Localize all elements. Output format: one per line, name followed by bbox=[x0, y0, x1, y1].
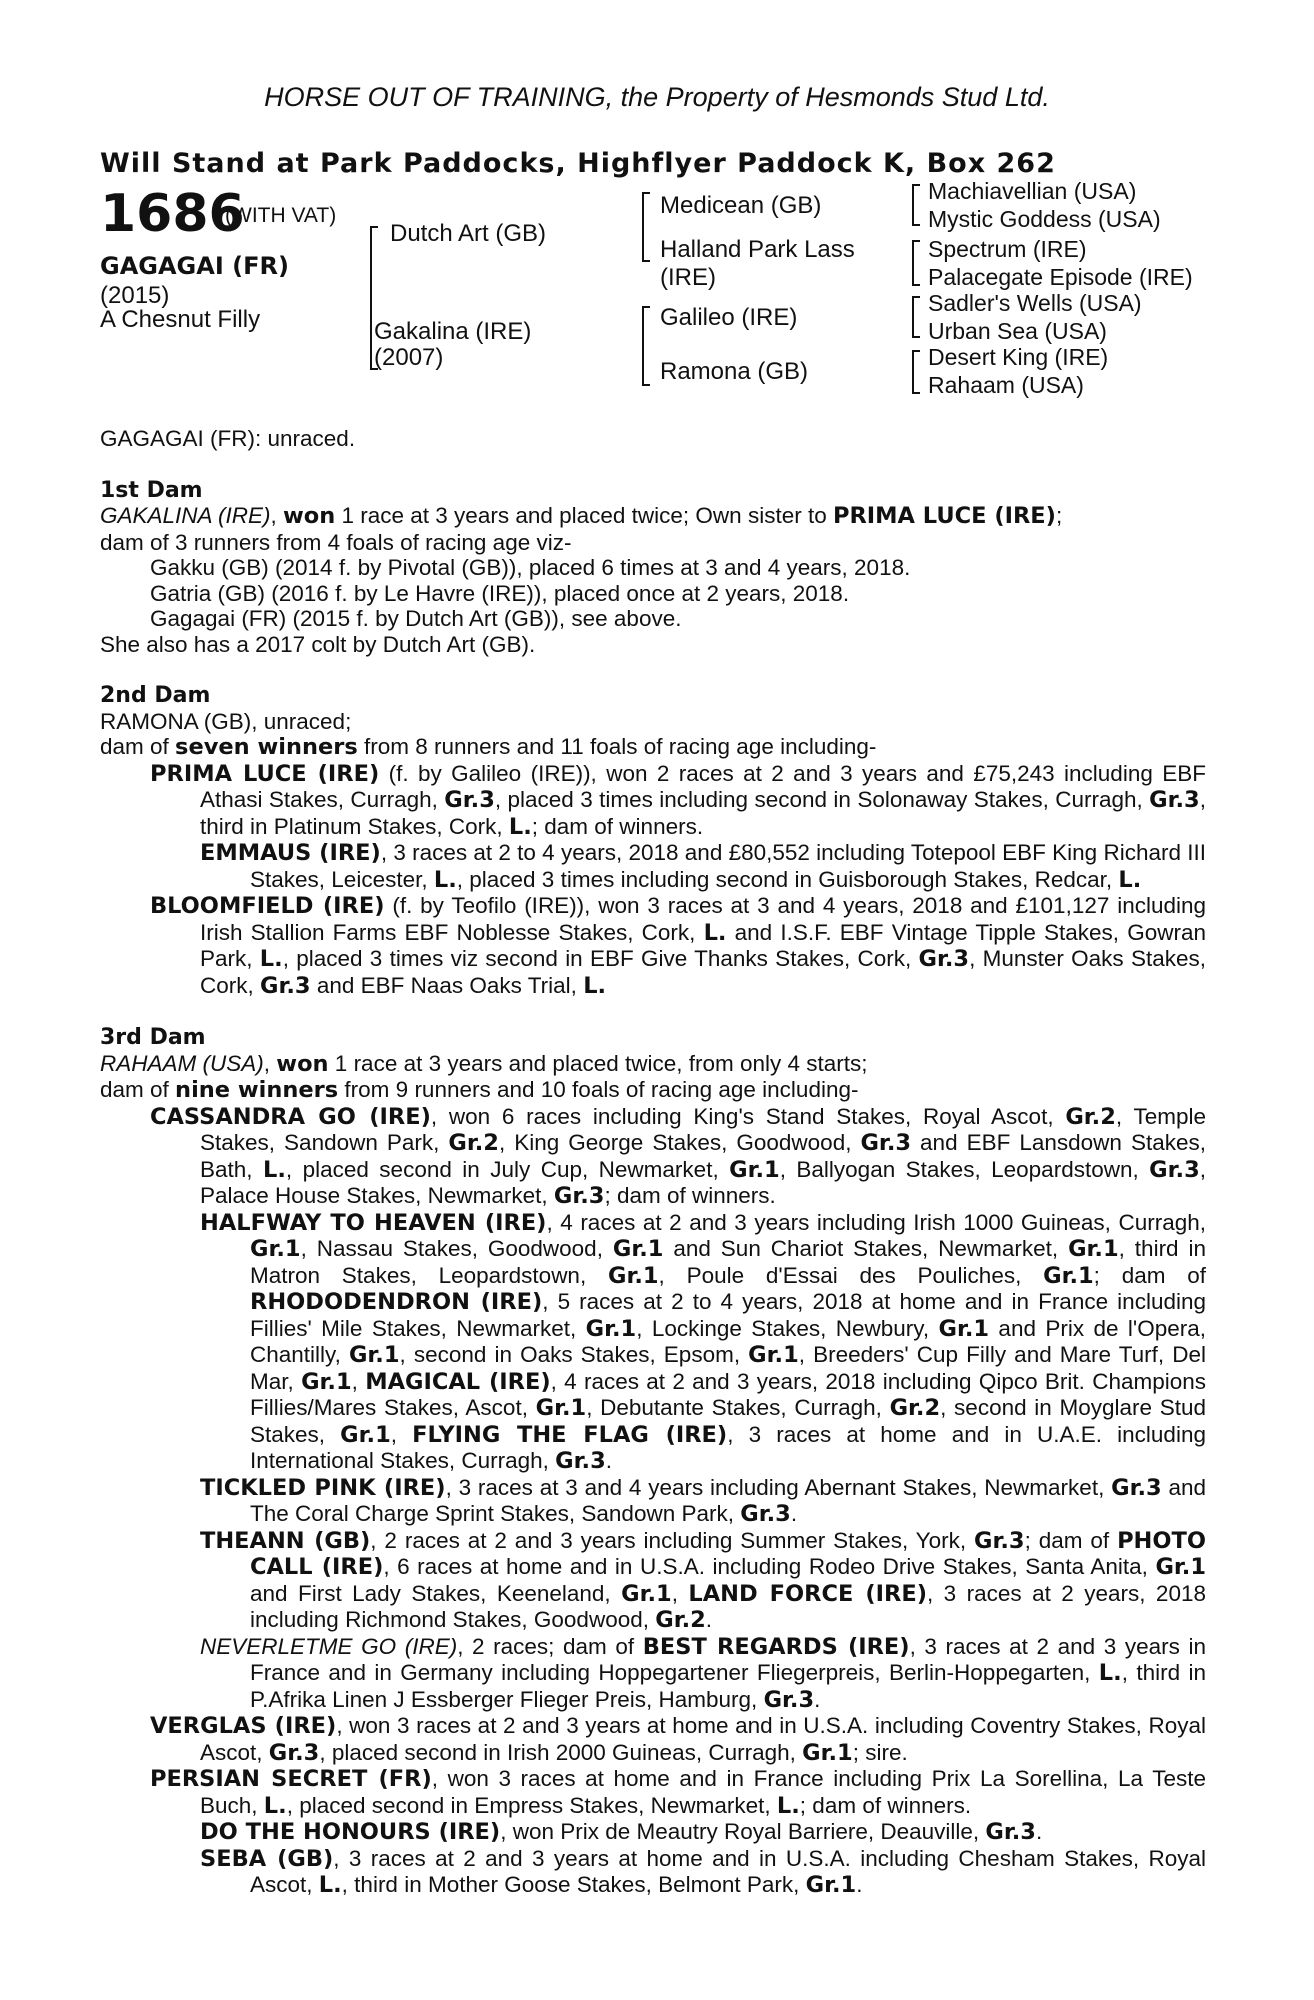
vat-note: (WITH VAT) bbox=[225, 204, 337, 227]
race-summary: GAGAGAI (FR): unraced. bbox=[100, 426, 356, 451]
pedigree-brace bbox=[912, 184, 914, 226]
third-dam-produce: dam of nine winners from 9 runners and 10 foals of racing age including- bbox=[100, 1077, 859, 1103]
produce-entry: NEVERLETME GO (IRE), 2 races; dam of BEST REGARDS (IRE), 3 races at 2 and 3 years in France and in Germany including Hoppegartener Fliegerpreis, Berlin-Hoppegarten, L., third in P.Afrika Linen J Essberger Flieger Preis, Hamburg, Gr.3. bbox=[200, 1633, 1206, 1713]
pedigree-gen3: Sadler's Wells (USA) bbox=[928, 290, 1142, 316]
produce-entry: PRIMA LUCE (IRE) (f. by Galileo (IRE)), won 2 races at 2 and 3 years and £75,243 including EBF Athasi Stakes, Curragh, Gr.3, placed 3 times including second in Solonaway Stakes, Curragh, Gr.3, third in Platinum Stakes, Cork, L.; dam of winners. bbox=[150, 760, 1206, 840]
third-dam-line: RAHAAM (USA), won 1 race at 3 years and placed twice, from only 4 starts; bbox=[100, 1050, 868, 1077]
pedigree-gen3: Desert King (IRE) bbox=[928, 344, 1109, 370]
pedigree-brace bbox=[912, 296, 914, 338]
produce-entry: TICKLED PINK (IRE), 3 races at 3 and 4 years including Abernant Stakes, Newmarket, Gr.3 and The Coral Charge Sprint Stakes, Sandown Park, Gr.3. bbox=[200, 1474, 1206, 1527]
produce-entry: HALFWAY TO HEAVEN (IRE), 4 races at 2 and 3 years including Irish 1000 Guineas, Curragh, Gr.1, Nassau Stakes, Goodwood, Gr.1 and Sun Chariot Stakes, Newmarket, Gr.1, third in Matron Stakes, Leopardstown, Gr.1, Poule d'Essai des Pouliches, Gr.1; dam of RHODODENDRON (IRE), 5 races at 2 to 4 years, 2018 at home and in France including Fillies' Mile Stakes, Newmarket, Gr.1, Lockinge Stakes, Newbury, Gr.1 and Prix de l'Opera, Chantilly, Gr.1, second in Oaks Stakes, Epsom, Gr.1, Breeders' Cup Filly and Mare Turf, Del Mar, Gr.1, MAGICAL (IRE), 4 races at 2 and 3 years, 2018 including Qipco Brit. Champions Fillies/Mares Stakes, Ascot, Gr.1, Debutante Stakes, Curragh, Gr.2, second in Moyglare Stud Stakes, Gr.1, FLYING THE FLAG (IRE), 3 races at home and in U.A.E. including International Stakes, Curragh, Gr.3. bbox=[200, 1209, 1207, 1474]
first-dam-heading: 1st Dam bbox=[100, 477, 203, 503]
first-dam-produce: dam of 3 runners from 4 foals of racing age viz- bbox=[100, 529, 572, 555]
horse-description: A Chesnut Filly bbox=[100, 306, 261, 333]
pedigree-brace bbox=[912, 350, 914, 394]
pedigree-dam-dam: Ramona (GB) bbox=[660, 358, 809, 385]
pedigree-brace bbox=[642, 306, 644, 386]
produce-entry: DO THE HONOURS (IRE), won Prix de Meautry Royal Barriere, Deauville, Gr.3. bbox=[200, 1819, 1043, 1845]
pedigree-gen3: Urban Sea (USA) bbox=[928, 318, 1107, 344]
pedigree-dam-year: (2007) bbox=[374, 344, 444, 371]
foal-entry: Gagagai (FR) (2015 f. by Dutch Art (GB)), see above. bbox=[150, 606, 682, 631]
second-dam-heading: 2nd Dam bbox=[100, 683, 211, 708]
pedigree-brace bbox=[642, 192, 644, 262]
second-dam-produce: dam of seven winners from 8 runners and 11 foals of racing age including- bbox=[100, 734, 877, 760]
produce-entry: CASSANDRA GO (IRE), won 6 races including King's Stand Stakes, Royal Ascot, Gr.2, Temple Stakes, Sandown Park, Gr.2, King George Stakes, Goodwood, Gr.3 and EBF Lansdown Stakes, Bath, L., placed second in July Cup, Newmarket, Gr.1, Ballyogan Stakes, Leopardstown, Gr.3, Palace House Stakes, Newmarket, Gr.3; dam of winners. bbox=[150, 1103, 1206, 1209]
pedigree-sire-dam-country: (IRE) bbox=[660, 264, 716, 291]
horse-name: GAGAGAI (FR) bbox=[100, 252, 289, 280]
pedigree-sire: Dutch Art (GB) bbox=[390, 220, 547, 247]
pedigree-gen3: Machiavellian (USA) bbox=[928, 178, 1137, 204]
pedigree-text bbox=[100, 426, 1206, 1899]
pedigree-brace bbox=[370, 226, 372, 370]
stand-location: Will Stand at Park Paddocks, Highflyer Paddock K, Box 262 bbox=[100, 148, 1056, 179]
pedigree-sire-sire: Medicean (GB) bbox=[660, 192, 822, 219]
produce-entry: THEANN (GB), 2 races at 2 and 3 years including Summer Stakes, York, Gr.3; dam of PHOTO CALL (IRE), 6 races at home and in U.S.A. including Rodeo Drive Stakes, Santa Anita, Gr.1 and First Lady Stakes, Keeneland, Gr.1, LAND FORCE (IRE), 3 races at 2 years, 2018 including Richmond Stakes, Goodwood, Gr.2. bbox=[200, 1527, 1206, 1633]
produce-entry: EMMAUS (IRE), 3 races at 2 to 4 years, 2018 and £80,552 including Totepool EBF King Richard III Stakes, Leicester, L., placed 3 times including second in Guisborough Stakes, Redcar, L. bbox=[200, 840, 1206, 893]
pedigree-gen3: Spectrum (IRE) bbox=[928, 236, 1087, 262]
foal-entry: Gakku (GB) (2014 f. by Pivotal (GB)), placed 6 times at 3 and 4 years, 2018. bbox=[150, 555, 911, 580]
foal-entry: Gatria (GB) (2016 f. by Le Havre (IRE)), placed once at 2 years, 2018. bbox=[150, 580, 850, 606]
pedigree-dam: Gakalina (IRE) bbox=[374, 318, 532, 345]
pedigree-sire-dam: Halland Park Lass bbox=[660, 236, 855, 263]
produce-entry: SEBA (GB), 3 races at 2 and 3 years at home and in U.S.A. including Chesham Stakes, Royal Ascot, L., third in Mother Goose Stakes, Belmont Park, Gr.1. bbox=[200, 1845, 1207, 1898]
foal-entry: She also has a 2017 colt by Dutch Art (GB). bbox=[100, 631, 536, 657]
pedigree-gen3: Mystic Goddess (USA) bbox=[928, 206, 1161, 232]
produce-entry: BLOOMFIELD (IRE) (f. by Teofilo (IRE)), won 3 races at 3 and 4 years, 2018 and £101,127 including Irish Stallion Farms EBF Noblesse Stakes, Cork, L. and I.S.F. EBF Vintage Tipple Stakes, Gowran Park, L., placed 3 times viz second in EBF Give Thanks Stakes, Cork, Gr.3, Munster Oaks Stakes, Cork, Gr.3 and EBF Naas Oaks Trial, L. bbox=[150, 893, 1207, 999]
pedigree-gen3: Palacegate Episode (IRE) bbox=[928, 264, 1193, 290]
pedigree-gen3: Rahaam (USA) bbox=[928, 372, 1084, 398]
lot-number: 1686 bbox=[100, 184, 245, 244]
page-header: HORSE OUT OF TRAINING, the Property of Hesmonds Stud Ltd. bbox=[264, 82, 1050, 112]
first-dam-line: GAKALINA (IRE), won 1 race at 3 years and placed twice; Own sister to PRIMA LUCE (IRE); bbox=[100, 503, 1063, 529]
pedigree-brace bbox=[912, 240, 914, 286]
produce-entry: VERGLAS (IRE), won 3 races at 2 and 3 years at home and in U.S.A. including Coventry Stakes, Royal Ascot, Gr.3, placed second in Irish 2000 Guineas, Curragh, Gr.1; sire. bbox=[150, 1713, 1206, 1766]
third-dam-heading: 3rd Dam bbox=[100, 1025, 206, 1050]
pedigree-dam-sire: Galileo (IRE) bbox=[660, 304, 798, 331]
second-dam-line: RAMONA (GB), unraced; bbox=[100, 708, 352, 734]
produce-entry: PERSIAN SECRET (FR), won 3 races at home and in France including Prix La Sorellina, La Teste Buch, L., placed second in Empress Stakes, Newmarket, L.; dam of winners. bbox=[150, 1766, 1206, 1819]
horse-year: (2015) bbox=[100, 282, 170, 309]
